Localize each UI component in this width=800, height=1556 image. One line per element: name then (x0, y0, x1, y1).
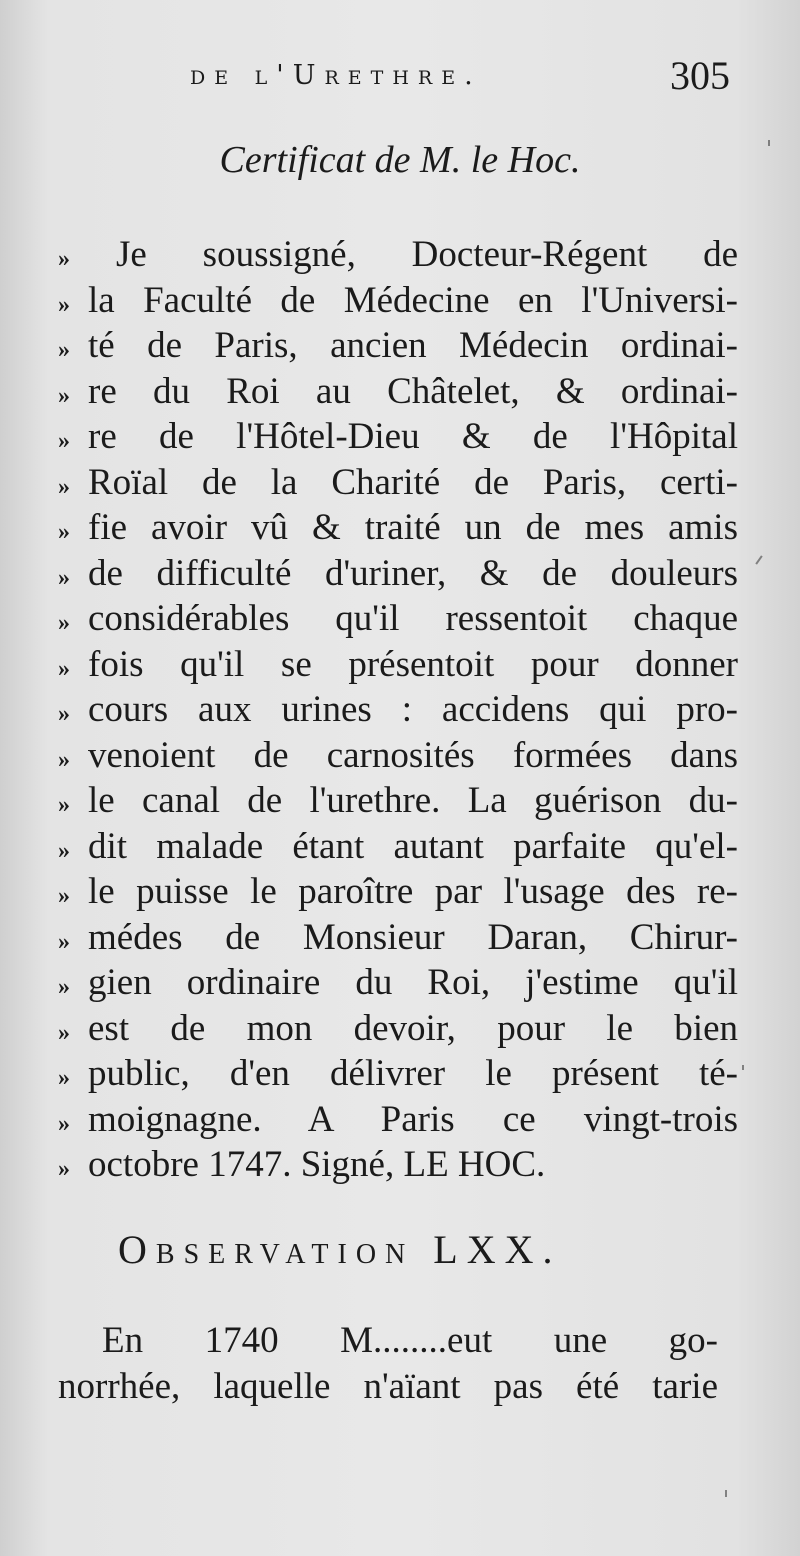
quote-mark: » (58, 1065, 70, 1091)
line-text: gien ordinaire du Roi, j'estime qu'il (88, 962, 738, 1003)
line-text: public, d'en délivrer le présent té- (88, 1053, 738, 1094)
line-text: fie avoir vû & traité un de mes amis (88, 507, 738, 548)
page-header (190, 52, 730, 102)
quote-mark: » (58, 337, 70, 363)
quote-mark: » (58, 974, 70, 1000)
text-line (58, 824, 738, 870)
line-text: fois qu'il se présentoit pour donner (88, 643, 738, 685)
quote-mark: » (58, 792, 70, 818)
line-text: re de l'Hôtel-Dieu & de l'Hôpital (88, 416, 738, 457)
text-line (58, 642, 738, 688)
line-text: moignagne. A Paris ce vingt-trois (88, 1098, 738, 1140)
text-line (58, 733, 738, 779)
text-line (58, 414, 738, 460)
quote-mark: » (58, 883, 70, 909)
line-text: médes de Monsieur Daran, Chirur- (88, 916, 738, 958)
quote-mark: » (58, 291, 70, 318)
line-text: cours aux urines : accidens qui pro- (88, 689, 738, 730)
text-line (58, 460, 738, 506)
certificate-body (58, 232, 738, 1188)
observation-body (58, 1318, 718, 1410)
quote-mark: » (58, 473, 70, 500)
line-text: dit malade étant autant parfaite qu'el- (88, 825, 738, 867)
line-text: considérables qu'il ressentoit chaque (88, 598, 738, 639)
line-text: Roïal de la Charité de Paris, certi- (88, 461, 738, 503)
text-line (58, 1142, 738, 1188)
line-text: venoient de carnosités formées dans (88, 734, 738, 776)
line-text: re du Roi au Châtelet, & ordinai- (88, 370, 738, 412)
quote-mark: » (58, 1019, 70, 1046)
line-text: le puisse le paroître par l'usage des re- (88, 871, 738, 912)
quote-mark: » (58, 746, 70, 773)
quote-mark: » (58, 928, 70, 955)
text-line (58, 278, 738, 324)
line-text: té de Paris, ancien Médecin ordinai- (88, 325, 738, 366)
quote-mark: » (58, 1156, 70, 1182)
text-line (58, 505, 738, 551)
line-text: la Faculté de Médecine en l'Universi- (88, 279, 738, 321)
quote-mark: » (58, 610, 70, 636)
line-text: est de mon devoir, pour le bien (88, 1007, 738, 1049)
quote-mark: » (58, 655, 70, 682)
text-line (58, 1097, 738, 1143)
text-line (58, 232, 738, 278)
quote-mark: » (58, 382, 70, 409)
text-line (58, 551, 738, 597)
text-line (58, 369, 738, 415)
page-speck (768, 140, 770, 146)
page-speck (725, 1490, 727, 1497)
quote-mark: » (58, 246, 70, 272)
text-line (58, 778, 738, 824)
page-speck (742, 1065, 744, 1070)
text-line (58, 960, 738, 1006)
quote-mark: » (58, 1110, 70, 1137)
page-number: 305 (670, 53, 730, 98)
text-line (58, 869, 738, 915)
line-text: de difficulté d'uriner, & de douleurs (88, 552, 738, 594)
text-line (58, 687, 738, 733)
quote-mark: » (58, 428, 70, 454)
observation-title: Observation LXX. (118, 1227, 562, 1272)
text-line (58, 1006, 738, 1052)
text-line (58, 915, 738, 961)
certificate-title: Certificat de M. le Hoc. (219, 139, 581, 181)
line-text: le canal de l'urethre. La guérison du- (88, 780, 738, 821)
quote-mark: » (58, 701, 70, 727)
quote-mark: » (58, 519, 70, 545)
quote-mark: » (58, 564, 70, 591)
text-line: norrhée, laquelle n'aïant pas été tarie (58, 1366, 718, 1407)
page-speck (755, 555, 762, 564)
text-line (58, 323, 738, 369)
running-title: de l'Urethre. (190, 60, 482, 91)
line-text: octobre 1747. Signé, LE HOC. (88, 1144, 546, 1185)
text-line (58, 596, 738, 642)
quote-mark: » (58, 837, 70, 864)
text-line: En 1740 M........eut une go- (102, 1320, 718, 1361)
text-line (58, 1051, 738, 1097)
line-text: Je soussigné, Docteur-Régent de (116, 234, 738, 275)
